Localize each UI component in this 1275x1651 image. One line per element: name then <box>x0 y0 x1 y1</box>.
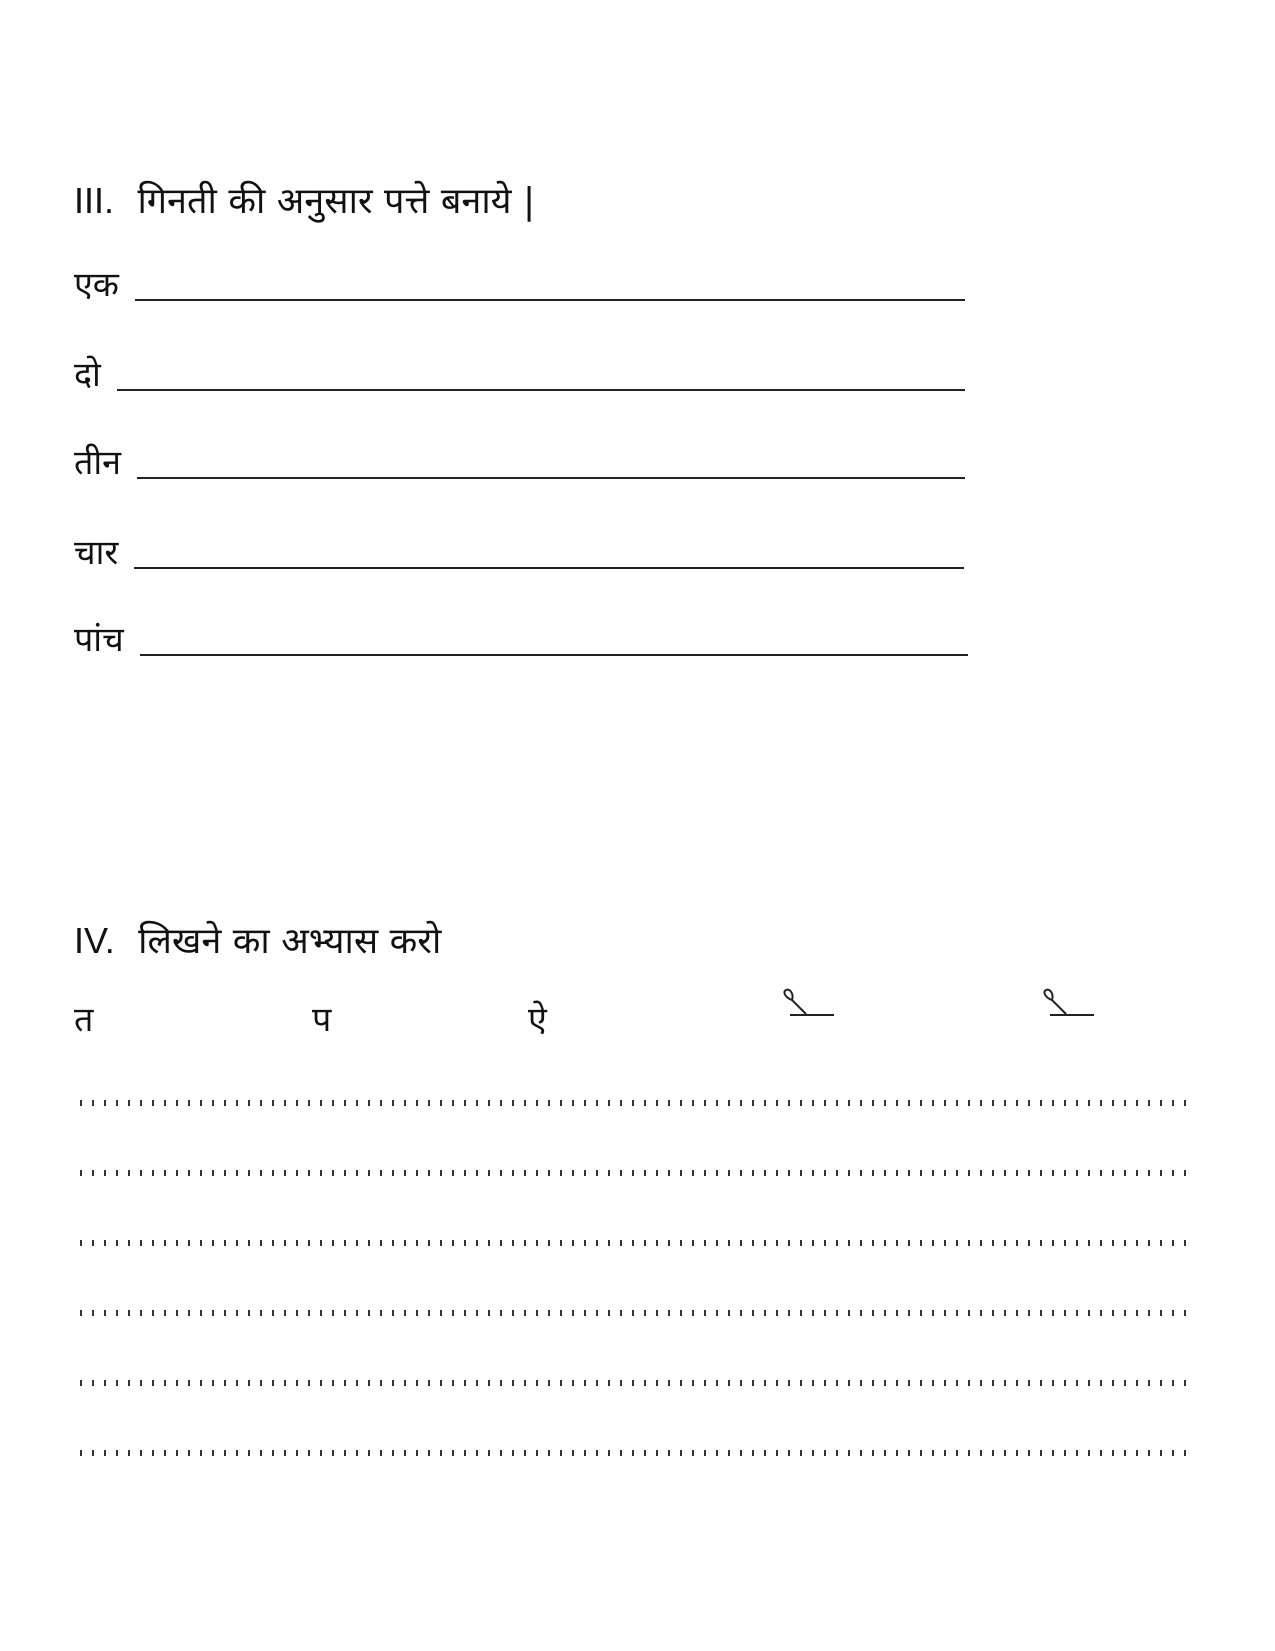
answer-blank-line[interactable] <box>137 477 965 479</box>
answer-blank-line[interactable] <box>134 567 964 569</box>
dotted-writing-line[interactable] <box>80 1310 1190 1316</box>
dotted-writing-line[interactable] <box>80 1380 1190 1386</box>
count-row-one <box>74 255 965 305</box>
practice-letters-row <box>0 1000 1275 1060</box>
section-4-title: लिखने का अभ्यास करो <box>138 921 442 962</box>
answer-blank-line[interactable] <box>135 299 965 301</box>
dotted-writing-line[interactable] <box>80 1170 1190 1176</box>
section-3-title: गिनती की अनुसार पत्ते बनाये | <box>137 181 536 222</box>
count-label: पांच <box>74 620 124 660</box>
count-row-two <box>74 345 965 395</box>
stroke-pen-icon <box>780 986 840 1030</box>
section-3-number: III. <box>74 180 115 221</box>
count-row-four <box>74 523 964 573</box>
count-row-five <box>74 610 968 660</box>
section-4-heading <box>74 915 441 964</box>
dotted-writing-line[interactable] <box>80 1450 1190 1456</box>
count-label: तीन <box>74 443 122 483</box>
dotted-writing-line[interactable] <box>80 1100 1190 1106</box>
section-3-heading <box>74 175 535 224</box>
count-label: चार <box>74 533 119 573</box>
stroke-pen-icon <box>1040 986 1100 1030</box>
section-4-number: IV. <box>74 920 115 961</box>
answer-blank-line[interactable] <box>140 654 968 656</box>
count-label: दो <box>74 355 101 395</box>
practice-letter-pa: प <box>312 1000 332 1040</box>
practice-letter-ai: ऐ <box>528 1000 547 1040</box>
dotted-writing-line[interactable] <box>80 1240 1190 1246</box>
count-row-three <box>74 433 965 483</box>
answer-blank-line[interactable] <box>117 389 965 391</box>
count-label: एक <box>74 265 119 305</box>
practice-letter-ta: त <box>74 1000 94 1040</box>
